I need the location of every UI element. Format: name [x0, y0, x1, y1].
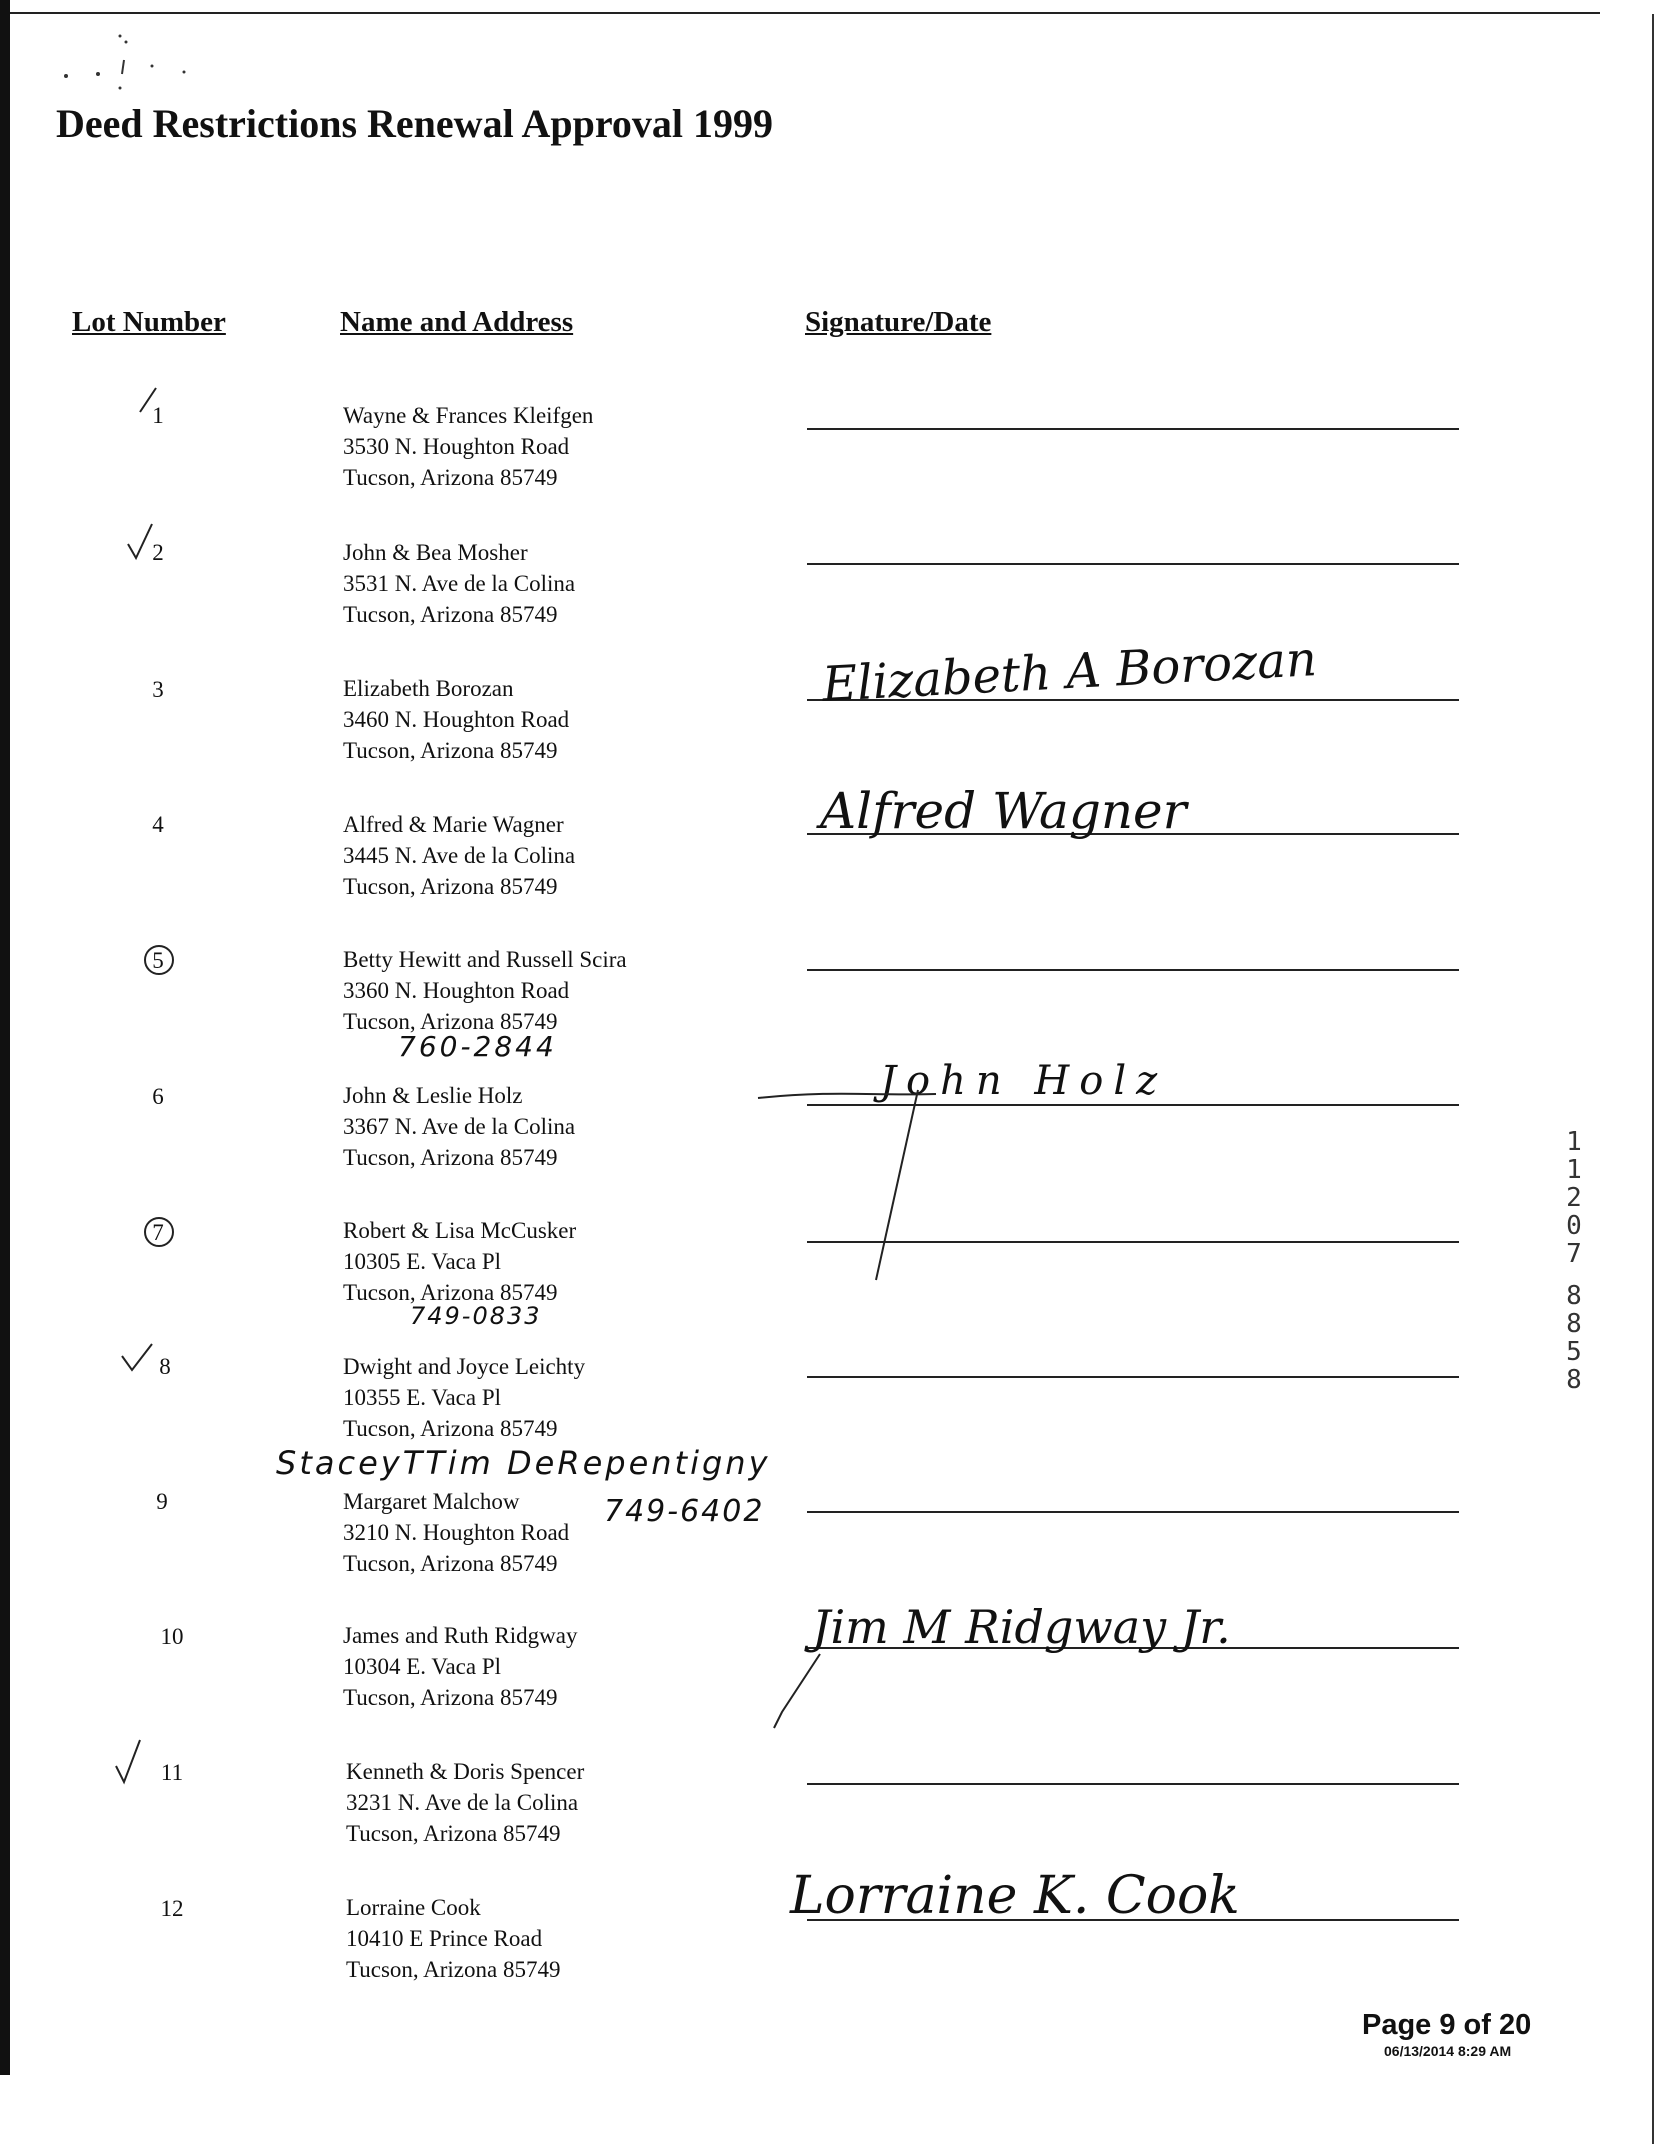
lot-number: 1: [152, 403, 164, 428]
stamp-digit: 0: [1566, 1211, 1582, 1241]
owner-address-block: [343, 944, 627, 1037]
handwritten-phone: 749-0833: [410, 1302, 542, 1330]
owner-street: 3531 N. Ave de la Colina: [343, 571, 576, 596]
owner-city: Tucson, Arizona 85749: [346, 1957, 561, 1982]
header-signature-date: Signature/Date: [805, 306, 992, 338]
stamp-digit: 2: [1566, 1183, 1582, 1213]
print-timestamp: 06/13/2014 8:29 AM: [1384, 2043, 1512, 2059]
signature-stroke: [770, 1650, 830, 1730]
signature-line: [807, 563, 1459, 565]
signature-line: [807, 969, 1459, 971]
owner-city: Tucson, Arizona 85749: [343, 874, 558, 899]
stamp-digit: 8: [1566, 1281, 1582, 1311]
signature-line: [807, 1376, 1459, 1378]
owner-city: Tucson, Arizona 85749: [346, 1821, 561, 1846]
owner-name: John & Leslie Holz: [343, 1083, 523, 1108]
header-lot-number: Lot Number: [72, 306, 226, 338]
stamp-digit: 8: [1566, 1365, 1582, 1395]
stamp-digit: 1: [1566, 1127, 1582, 1157]
owner-street: 10305 E. Vaca Pl: [343, 1249, 502, 1274]
checkmark-icon: [136, 384, 166, 424]
lot-number: 12: [160, 1896, 184, 1921]
owner-name: Alfred & Marie Wagner: [343, 812, 564, 837]
checkmark-icon: [124, 520, 164, 564]
owner-address-block: [343, 1215, 576, 1308]
owner-city: Tucson, Arizona 85749: [343, 1416, 558, 1441]
owner-street: 3367 N. Ave de la Colina: [343, 1114, 576, 1139]
circle-mark-icon: [142, 942, 178, 978]
handwritten-signature: John Holz: [880, 1058, 1168, 1104]
owner-name: Wayne & Frances Kleifgen: [343, 403, 594, 428]
owner-name: James and Ruth Ridgway: [343, 1623, 578, 1648]
owner-address-block: [343, 1486, 569, 1579]
owner-address-block: [343, 1351, 585, 1444]
owner-street: 3360 N. Houghton Road: [343, 978, 570, 1003]
lot-number: 2: [152, 540, 164, 565]
signature-line: [807, 1783, 1459, 1785]
signature-line: [807, 428, 1459, 430]
owner-city: Tucson, Arizona 85749: [343, 1685, 558, 1710]
scan-speckle: [40, 30, 220, 90]
owner-city: Tucson, Arizona 85749: [343, 602, 558, 627]
owner-address-block: [343, 1080, 575, 1173]
scan-top-edge: [0, 12, 1600, 14]
handwritten-phone: 749-6402: [604, 1494, 765, 1529]
lot-number: 5: [152, 948, 164, 973]
owner-street: 10355 E. Vaca Pl: [343, 1385, 502, 1410]
owner-name: Elizabeth Borozan: [343, 676, 514, 701]
owner-street: 3445 N. Ave de la Colina: [343, 843, 576, 868]
stamp-digit: 8: [1566, 1309, 1582, 1339]
handwritten-signature: Lorraine K. Cook: [790, 1866, 1240, 1926]
owner-name: Margaret Malchow: [343, 1489, 520, 1514]
stamp-digit: 5: [1566, 1337, 1582, 1367]
lot-number: 10: [160, 1624, 184, 1649]
owner-city: Tucson, Arizona 85749: [343, 1145, 558, 1170]
checkmark-icon: [112, 1736, 148, 1786]
owner-city: Tucson, Arizona 85749: [343, 465, 558, 490]
owner-name: Kenneth & Doris Spencer: [346, 1759, 585, 1784]
lot-number: 9: [156, 1489, 168, 1514]
owner-address-block: [343, 1620, 577, 1713]
owner-name: Betty Hewitt and Russell Scira: [343, 947, 627, 972]
circle-mark-icon: [142, 1214, 178, 1250]
lot-number: 4: [152, 812, 164, 837]
owner-address-block: [343, 537, 575, 630]
owner-address-block: [346, 1892, 560, 1985]
owner-name: Robert & Lisa McCusker: [343, 1218, 577, 1243]
handwritten-signature: Jim M Ridgway Jr.: [812, 1600, 1231, 1654]
owner-name: John & Bea Mosher: [343, 540, 528, 565]
owner-city: Tucson, Arizona 85749: [343, 1551, 558, 1576]
handwritten-phone: 760-2844: [398, 1030, 557, 1063]
owner-street: 3530 N. Houghton Road: [343, 434, 570, 459]
page-number: Page 9 of 20: [1362, 2009, 1532, 2041]
handwritten-new-owner: StaceyTTim DeRepentigny: [276, 1444, 771, 1482]
owner-street: 3231 N. Ave de la Colina: [346, 1790, 579, 1815]
side-stamp-number: [1562, 1128, 1586, 1394]
owner-city: Tucson, Arizona 85749: [343, 1280, 558, 1305]
lot-number: 8: [159, 1354, 171, 1379]
owner-city: Tucson, Arizona 85749: [343, 1009, 558, 1034]
owner-address-block: [343, 809, 575, 902]
stamp-digit: 1: [1566, 1155, 1582, 1185]
handwritten-signature: Elizabeth A Borozan: [820, 631, 1319, 713]
document-title: Deed Restrictions Renewal Approval 1999: [56, 101, 773, 146]
checkmark-icon: [118, 1338, 158, 1378]
lot-number: 3: [152, 677, 164, 702]
owner-street: 3460 N. Houghton Road: [343, 707, 570, 732]
owner-address-block: [343, 400, 593, 493]
owner-address-block: [343, 673, 569, 766]
stamp-digit: 7: [1566, 1239, 1582, 1269]
owner-address-block: [346, 1756, 584, 1849]
lot-number: 11: [160, 1760, 184, 1785]
owner-street: 10410 E Prince Road: [346, 1926, 543, 1951]
lot-number: 7: [152, 1220, 164, 1245]
scan-right-edge: [1652, 14, 1654, 2144]
signature-line: [807, 1511, 1459, 1513]
owner-street: 10304 E. Vaca Pl: [343, 1654, 502, 1679]
owner-name: Lorraine Cook: [346, 1895, 481, 1920]
owner-name: Dwight and Joyce Leichty: [343, 1354, 586, 1379]
scan-left-edge: [0, 0, 10, 2075]
header-name-address: Name and Address: [340, 306, 574, 338]
handwritten-signature: Alfred Wagner: [820, 782, 1187, 840]
owner-street: 3210 N. Houghton Road: [343, 1520, 570, 1545]
owner-city: Tucson, Arizona 85749: [343, 738, 558, 763]
signature-stroke: [756, 1050, 1276, 1280]
lot-number: 6: [152, 1084, 164, 1109]
